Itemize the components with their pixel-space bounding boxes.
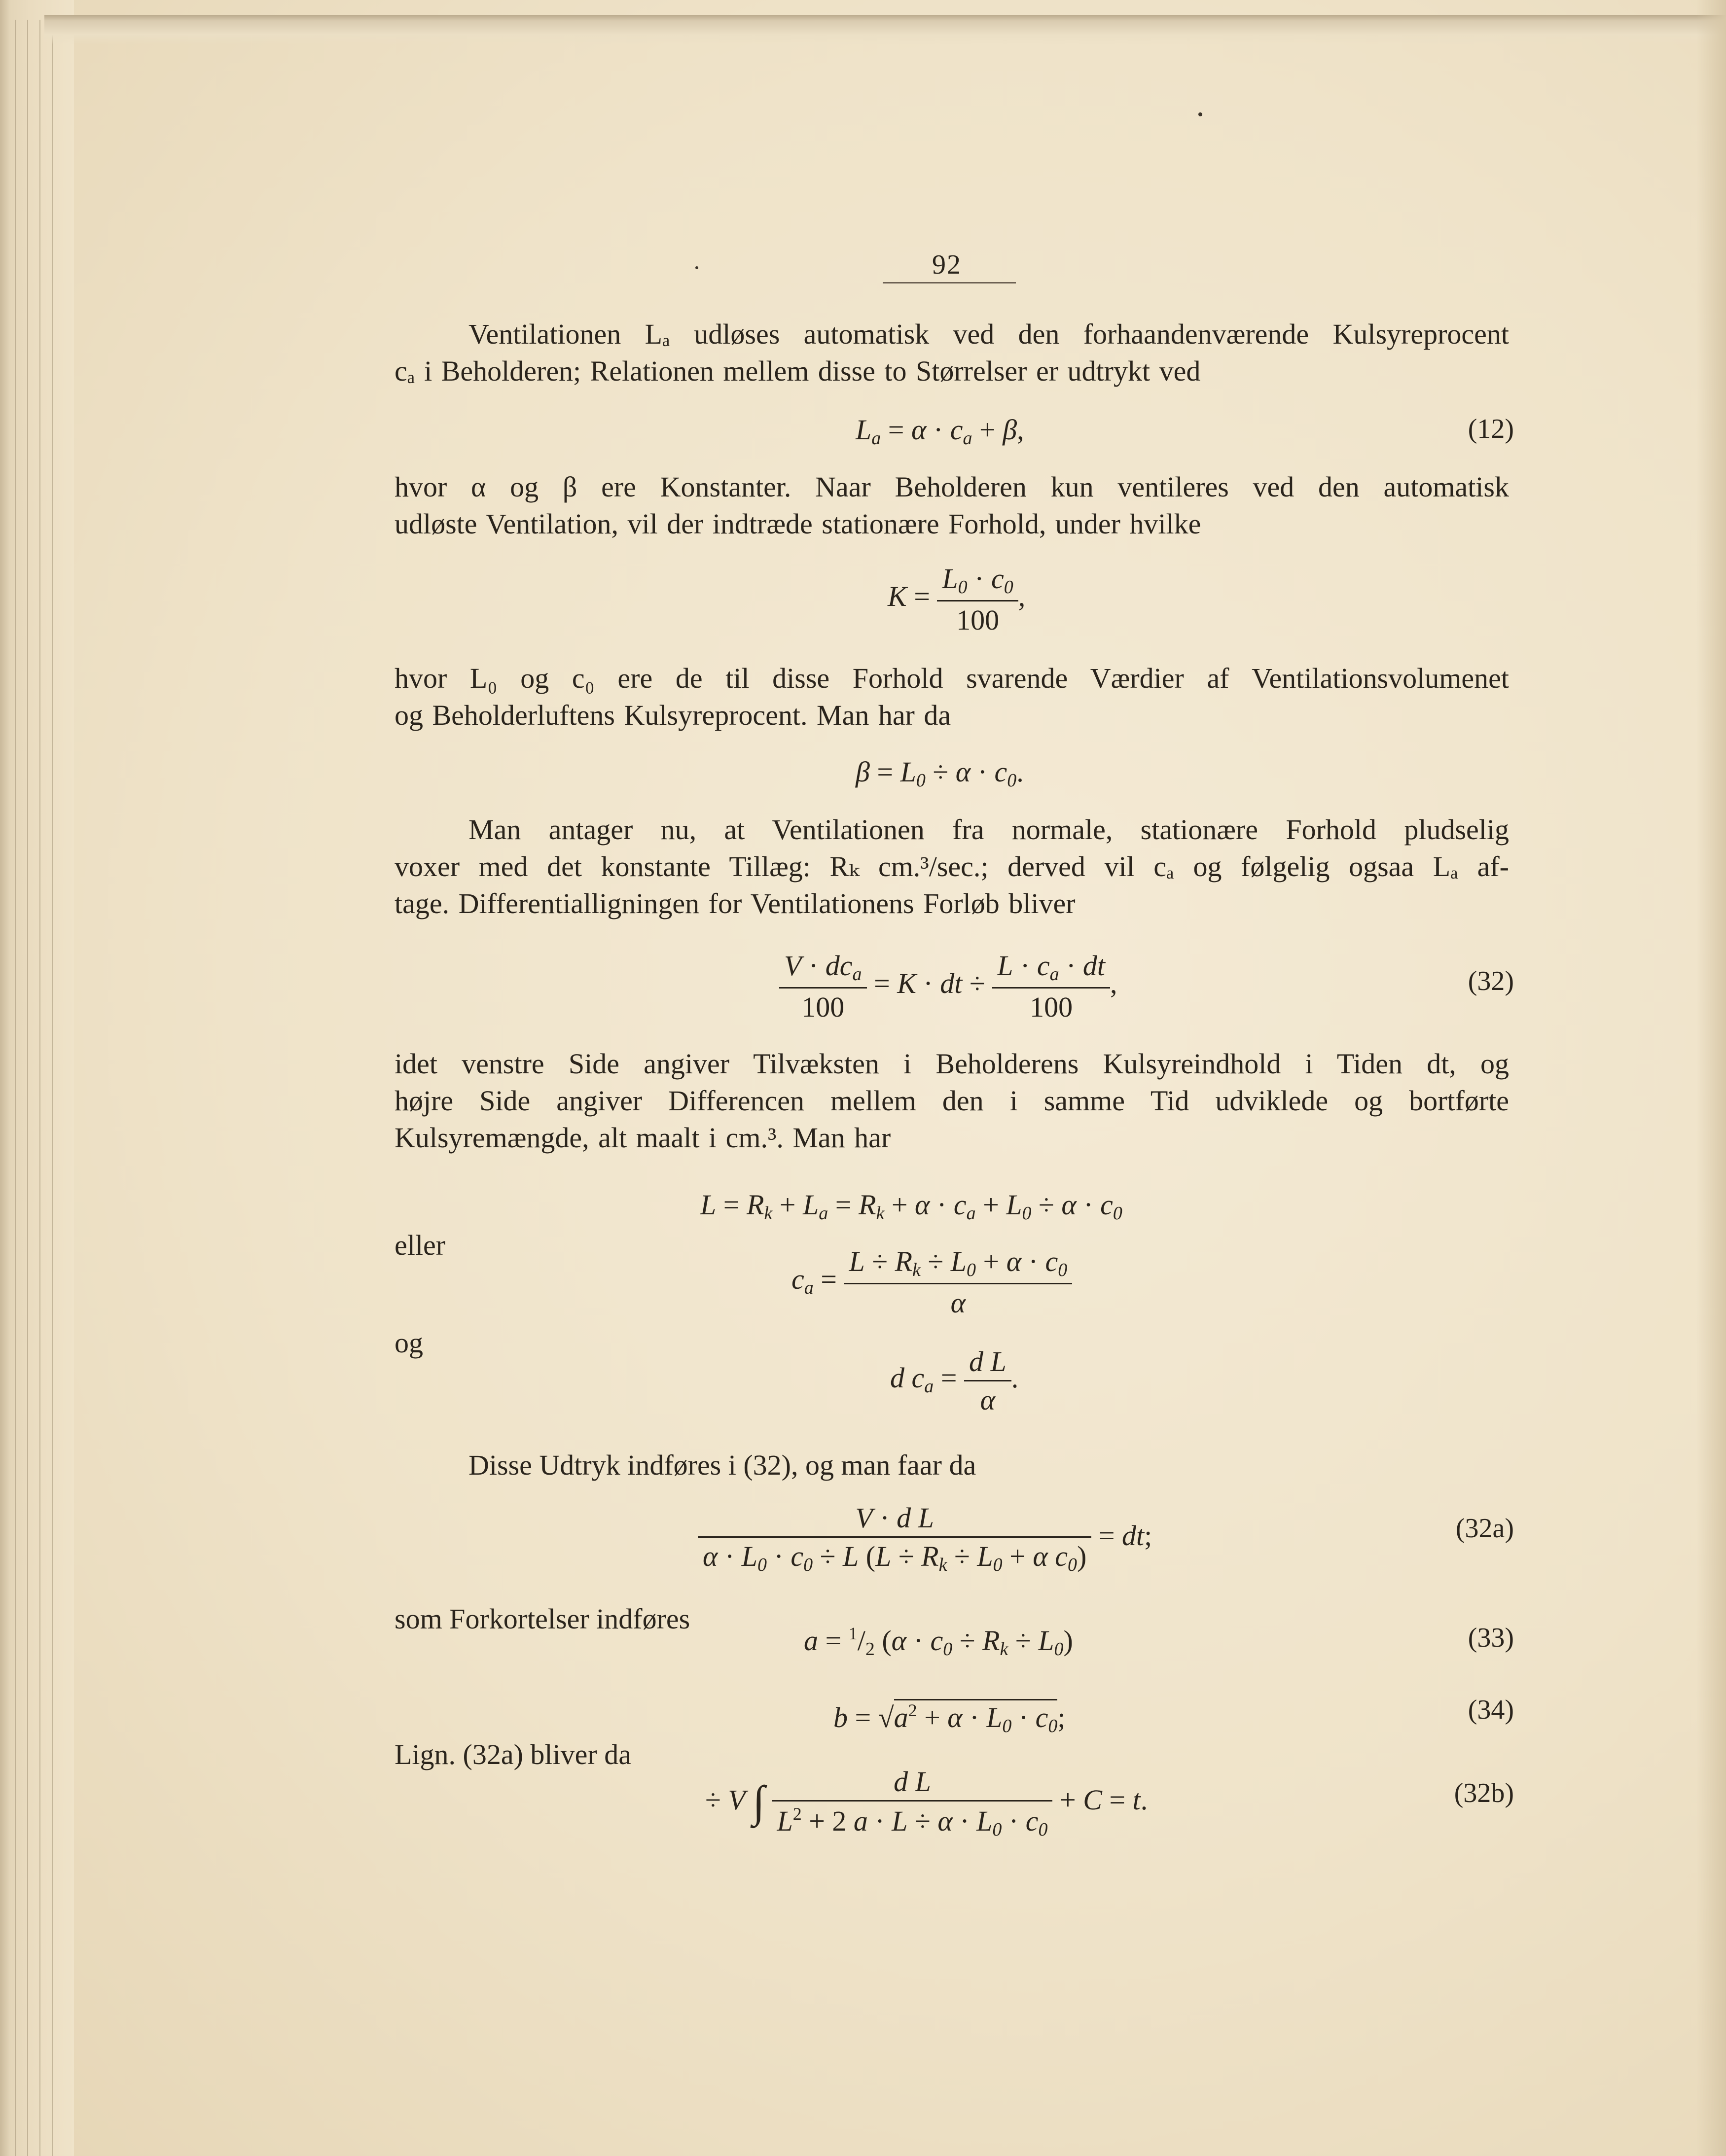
text-forkortelser: som Forkortelser indføres — [395, 1603, 690, 1635]
equation-number-32: (32) — [1468, 966, 1514, 996]
page-right-edge — [1696, 0, 1726, 2156]
text-line: hvor L₀ og c₀ ere de til disse Forhold svarende Værdier af Ventilationsvolumenet — [395, 662, 1509, 694]
equation-32: $\frac{V \cdot dc_a}{100}$ = K · dt ÷ $\frac{L \cdot c_a \cdot dt}{100}$ , — [779, 949, 1117, 1024]
text-line: Man antager nu, at Ventilationen fra normale, stationære Forhold pludselig — [468, 813, 1509, 846]
paragraph-4 — [395, 811, 1509, 922]
paragraph-1 — [395, 316, 1509, 389]
label-eller: eller — [395, 1229, 446, 1261]
fraction: $\frac{V \cdot dc_a}{100}$ — [779, 949, 867, 1024]
page-number: 92 — [932, 249, 962, 280]
text-line: og Beholderluftens Kulsyreprocent. Man har da — [395, 699, 951, 731]
equation-number-32a: (32a) — [1455, 1513, 1514, 1544]
equation-number-34: (34) — [1468, 1695, 1514, 1725]
speck — [1198, 112, 1202, 116]
speck — [695, 266, 698, 269]
page-stack-left-edge — [0, 0, 74, 2156]
equation-12: $L_a = \alpha \cdot c_a + \beta$, — [856, 414, 1024, 449]
equation-beta: $\beta = L_0 \div \alpha \cdot c_0$. — [856, 756, 1024, 791]
equation-32a: $\frac{\text{V · d L}}{\alpha \cdot L_0 \cdot c_0 \div L (L \div R_k \div L_0 + \alpha c_0)}$ = dt; — [698, 1501, 1152, 1576]
text-line: voxer med det konstante Tillæg: Rₖ cm.³/sec.; derved vil cₐ og følgelig ogsaa Lₐ af- — [395, 850, 1509, 883]
text-line: tage. Differentialligningen for Ventilationens Forløb bliver — [395, 887, 1076, 919]
equation-33: $a = ^1/_2$ $(\alpha \cdot c_0 \div R_k \div L_0)$ — [804, 1624, 1073, 1660]
equation-34: $b = √a^2 + \alpha \cdot L_0 \cdot c_0$; — [833, 1700, 1066, 1737]
equation-dca: d $c_a$ = $\frac{\text{d L}}{\alpha}$ . — [890, 1345, 1019, 1416]
page-stack-top-edge — [44, 15, 1726, 44]
text-line: idet venstre Side angiver Tilvæksten i Beholderens Kulsyreindhold i Tiden dt, og — [395, 1048, 1509, 1080]
fraction: $\frac{\text{V · d L}}{\alpha \cdot L_0 \cdot c_0 \div L (L \div R_k \div L_0 + \alpha c_0)}$ — [698, 1501, 1091, 1576]
fraction: $\frac{L \cdot c_a \cdot dt}{100}$ — [992, 949, 1110, 1024]
page-number-rule — [883, 282, 1016, 283]
paragraph-2 — [395, 468, 1509, 542]
text-line: hvor α og β ere Konstanter. Naar Beholderen kun ventileres ved den automatisk — [395, 471, 1509, 503]
label-og: og — [395, 1327, 423, 1359]
equation-number-12: (12) — [1468, 414, 1514, 444]
equation-number-32b: (32b) — [1454, 1778, 1514, 1808]
equation-ca: $c_a$ = $\frac{L \div R_k \div L_0 + \alpha \cdot c_0}{\alpha}$ — [791, 1245, 1072, 1319]
equation-K: K = $\frac{L_0 \cdot c_0}{100}$ , — [888, 563, 1026, 636]
fraction: $\frac{\text{d L}}{L^2 + 2 a \cdot L \div \alpha \cdot L_0 \cdot c_0}$ — [772, 1765, 1052, 1840]
fraction: $\frac{\text{d L}}{\alpha}$ — [964, 1345, 1011, 1416]
text-line: Kulsyremængde, alt maalt i cm.³. Man har — [395, 1122, 891, 1154]
paragraph-5 — [395, 1045, 1509, 1156]
text-line: udløste Ventilation, vil der indtræde stationære Forhold, under hvilke — [395, 508, 1201, 540]
fraction: $\frac{L \div R_k \div L_0 + \alpha \cdot c_0}{\alpha}$ — [844, 1245, 1072, 1319]
text-line: cₐ i Beholderen; Relationen mellem disse to Størrelser er udtrykt ved — [395, 355, 1201, 387]
paragraph-3 — [395, 660, 1509, 734]
text-line: Ventilationen Lₐ udløses automatisk ved den forhaandenværende Kulsyreprocent — [468, 318, 1509, 350]
text-line: højre Side angiver Differencen mellem den i samme Tid udviklede og bortførte — [395, 1085, 1509, 1117]
equation-L: $L = R_k + L_a = R_k + \alpha \cdot c_a + L_0 \div \alpha \cdot c_0$ — [700, 1189, 1122, 1224]
equation-number-33: (33) — [1468, 1623, 1514, 1653]
equation-32b: ÷ V ∫ $\frac{\text{d L}}{L^2 + 2 a \cdot L \div \alpha \cdot L_0 \cdot c_0}$ + C = t. — [705, 1766, 1148, 1840]
fraction: $\frac{L_0 \cdot c_0}{100}$ — [937, 562, 1018, 636]
text-lign: Lign. (32a) bliver da — [395, 1738, 631, 1770]
text-disse-udtryk: Disse Udtryk indføres i (32), og man faar da — [468, 1449, 976, 1481]
